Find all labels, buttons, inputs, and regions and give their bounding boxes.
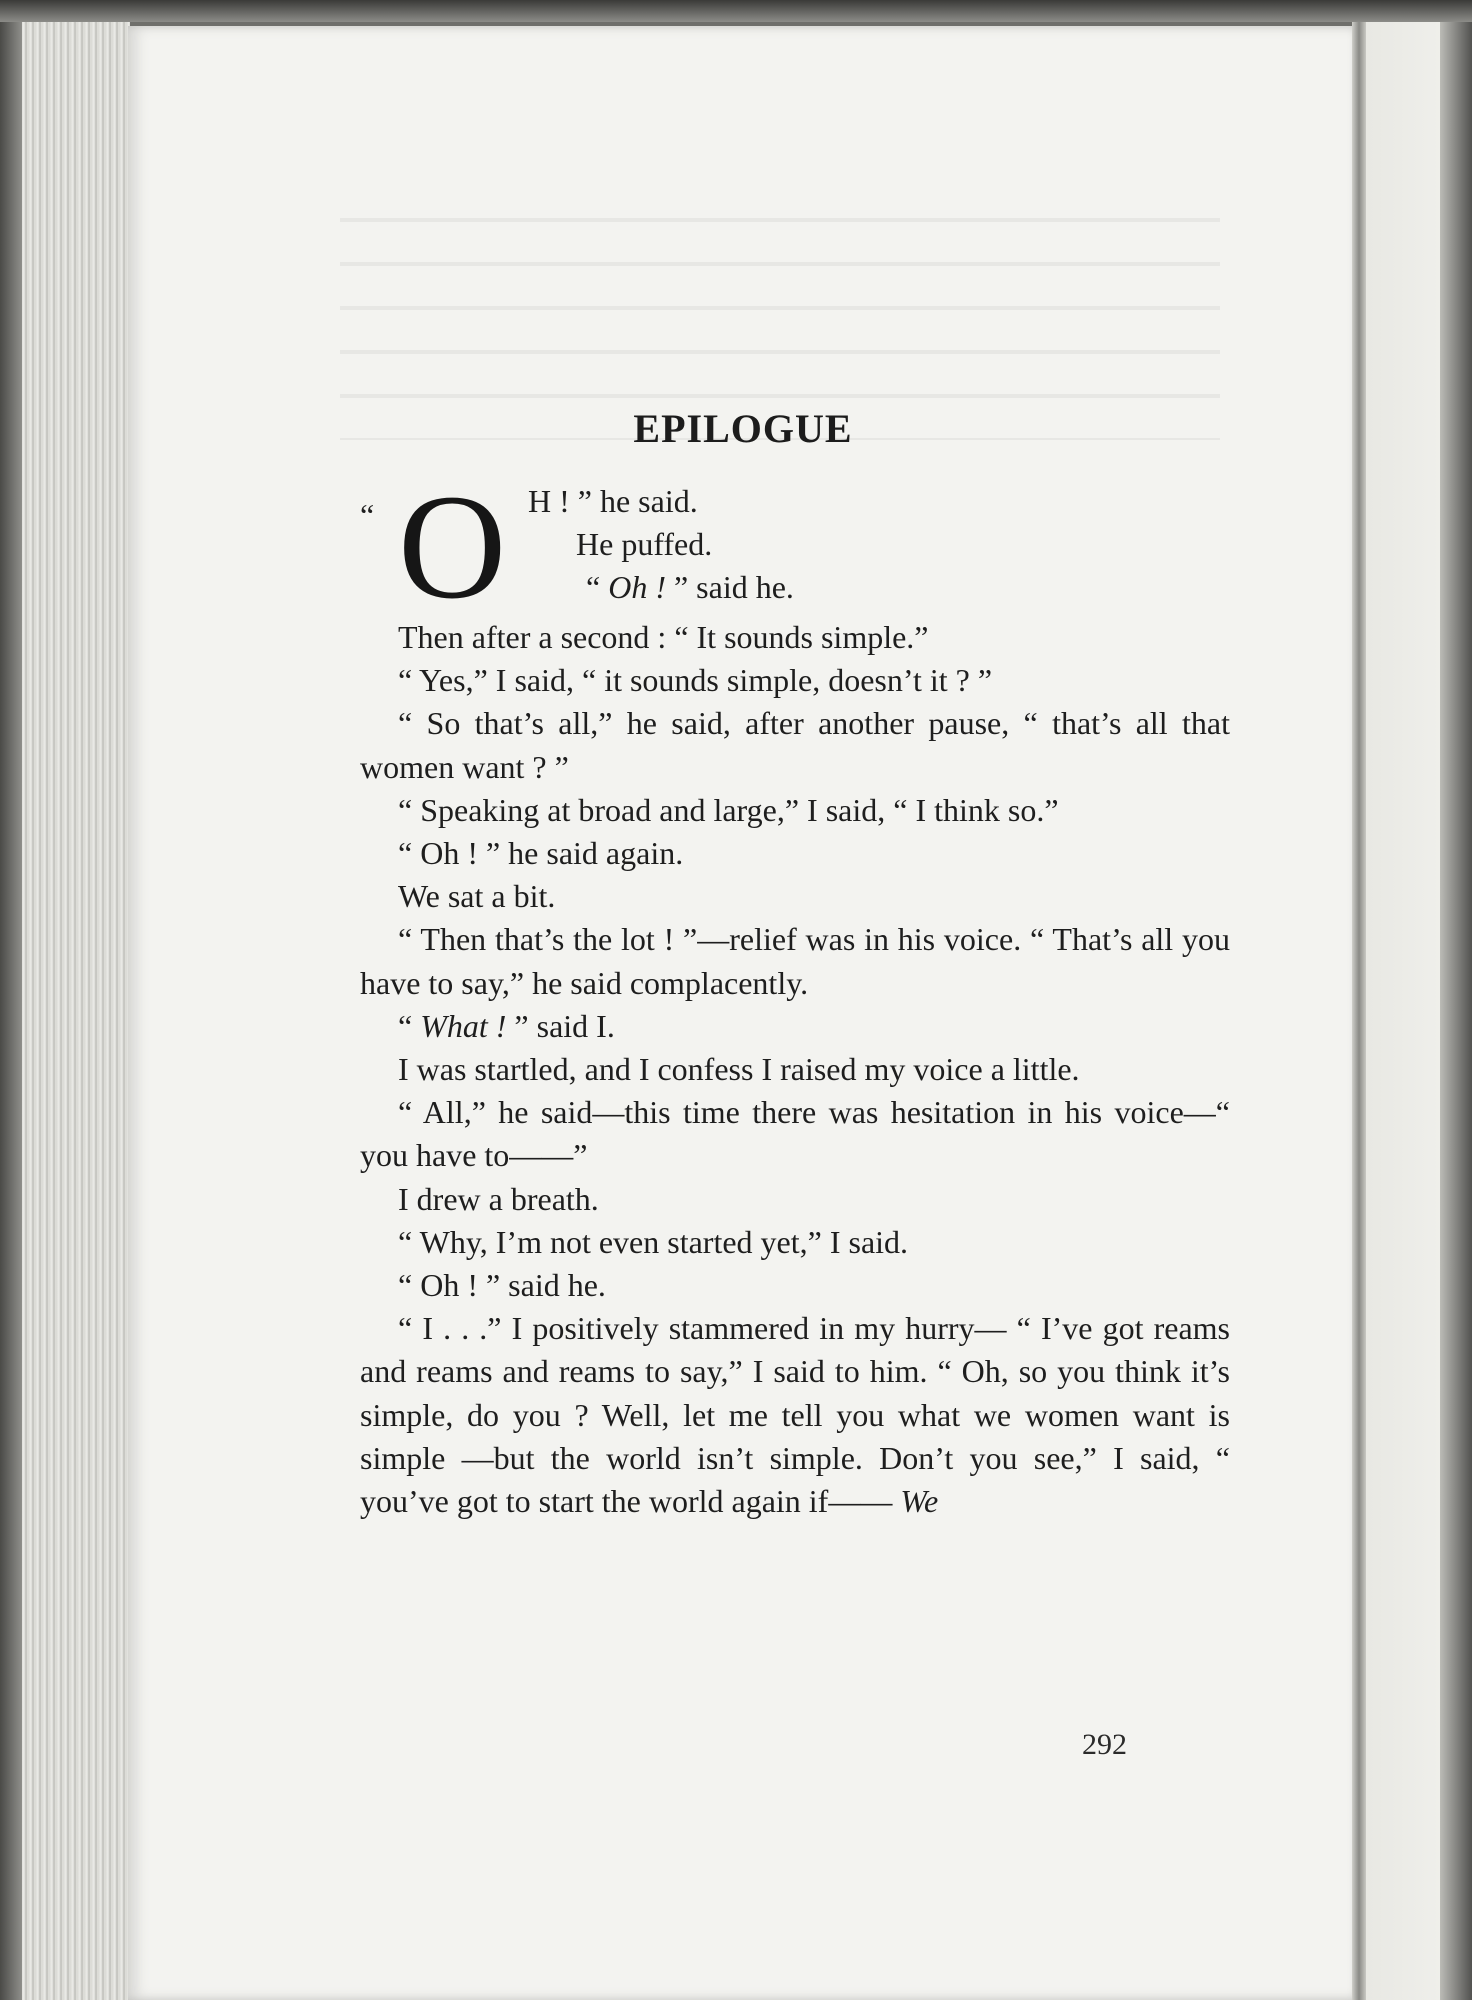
paragraph-close: ” said I. (506, 1007, 615, 1044)
scan-border-top (0, 0, 1472, 22)
paragraph-trail-italic: We (900, 1483, 939, 1520)
opening-line-3-italic: Oh ! (608, 569, 666, 605)
paragraph: Then after a second : “ It sounds simple.” (398, 619, 929, 655)
paragraph: “ Oh ! ” he said again. (398, 835, 684, 872)
book-edge-shadow (0, 22, 22, 2000)
facing-page-edge (1440, 22, 1472, 2000)
paragraph: I drew a breath. (398, 1180, 599, 1217)
paragraph: I was startled, and I confess I raised my voice a little. (398, 1051, 1080, 1088)
opening-line-1: H ! ” he said. (528, 483, 698, 519)
paragraph: We sat a bit. (398, 878, 556, 915)
paragraph-italic: What ! (420, 1007, 507, 1044)
body-text (360, 464, 1230, 1523)
opening-line-3-close: ” said he. (665, 569, 794, 605)
paragraph: “ All,” he said—this time there was hesitation in his voice—“ you have to——” (360, 1094, 1230, 1174)
paragraph: “ Yes,” I said, “ it sounds simple, doesn’t it ? ” (398, 662, 993, 699)
paragraph: “ Oh ! ” said he. (398, 1267, 606, 1304)
paragraph (360, 1005, 1230, 1048)
paragraph-text: “ I . . .” I positively stammered in my hurry— “ I’ve got reams and reams and reams to say,” I said to him. “ Oh, so you think it’s simple, do you ? Well, let me tell you what we women want is simple —but the world isn’t simple. Don’t you see,” I said, “ you’ve got to start the world again if—— (360, 1310, 1230, 1520)
paragraph: “ Then that’s the lot ! ”—relief was in his voice. “ That’s all you have to say,” he said complacently. (360, 921, 1230, 1001)
opening-line-3 (586, 566, 794, 609)
opening-line-2: He puffed. (576, 526, 713, 562)
drop-cap: O (398, 464, 507, 630)
paragraph (360, 1307, 1230, 1523)
paragraph: “ Why, I’m not even started yet,” I said. (398, 1223, 909, 1260)
paragraph: “ Speaking at broad and large,” I said, “ I think so.” (398, 791, 1059, 828)
opening-quote-mark: “ (360, 497, 375, 533)
book-gutter (1352, 22, 1366, 2000)
opening-lines (360, 464, 1230, 630)
page-number: 292 (1082, 1728, 1127, 1761)
paragraph: “ So that’s all,” he said, after another pause, “ that’s all that women want ? ” (360, 705, 1230, 785)
chapter-title: EPILOGUE (633, 406, 853, 451)
bleed-through-text (340, 190, 1220, 440)
paragraph-open: “ (398, 1007, 421, 1044)
opening-line-3-open: “ (586, 569, 609, 605)
